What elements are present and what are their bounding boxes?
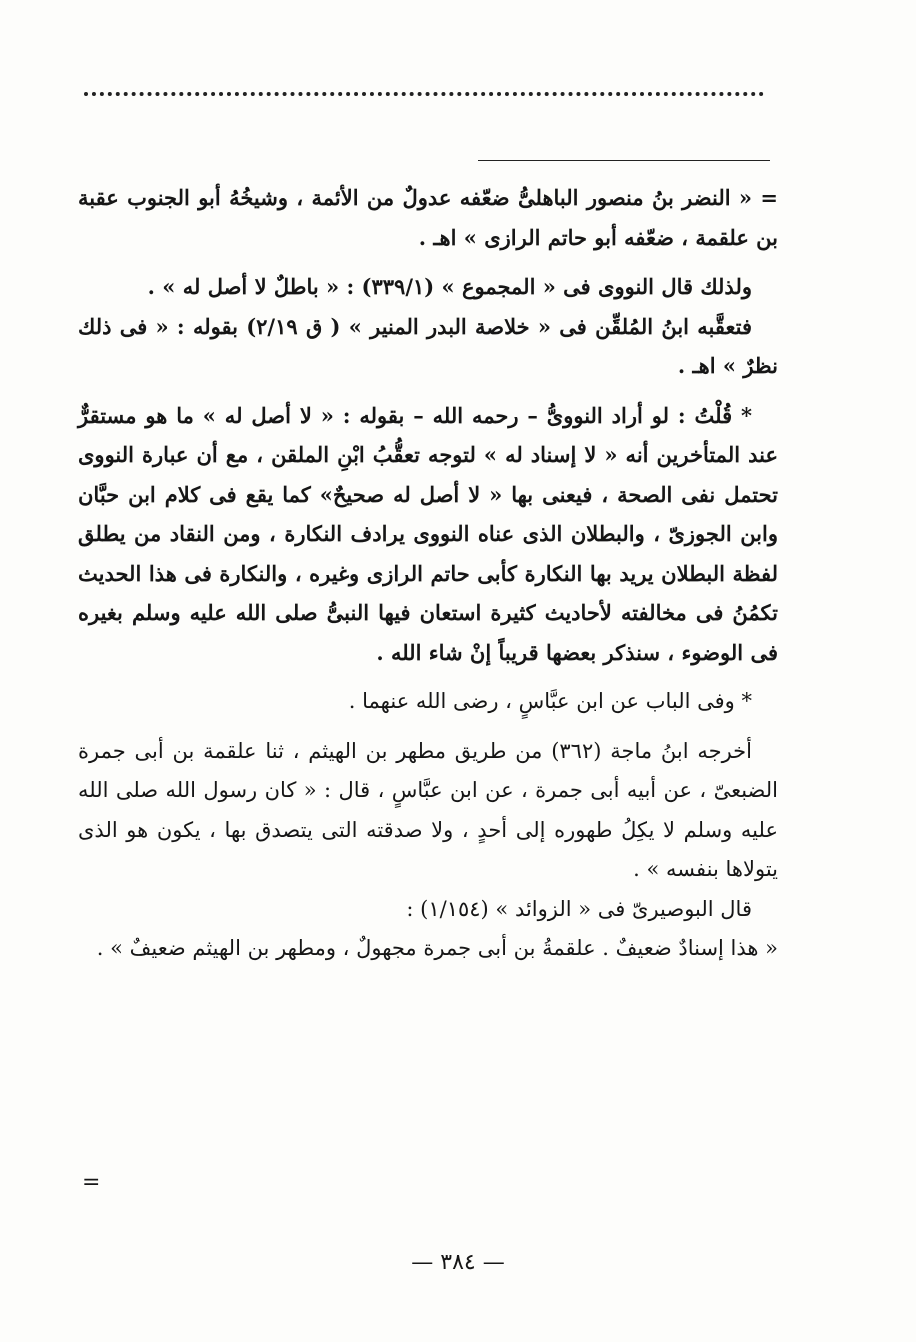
- paragraph-7: قال البوصيرىّ فى « الزوائد » (١/١٥٤) :: [406, 896, 752, 921]
- continuation-mark: =: [82, 1170, 101, 1195]
- paragraph-8: « هذا إسنادٌ ضعيفٌ . علقمةُ بن أبى جمرة مجهولٌ ، ومطهر بن الهيثم ضعيفٌ » .: [96, 936, 778, 960]
- body-text: [78, 178, 778, 969]
- paragraph-4: * قُلْتُ : لو أراد النووىُّ – رحمه الله – بقوله : « لا أصل له » ما هو مستقرٌّ عند المتأخرين أنه « لا إسناد له » لتوجه تعقُّبُ ابْنِ الملقن ، مع أن عبارة النووى تحتمل نفى الصحة ، فيعنى بها « لا أصل له صحيحٌ» كما يقع فى كلام ابن حبَّان وابن الجوزىّ ، والبطلان الذى عناه النووى يرادف النكارة ، ومن النقاد من يطلق لفظة البطلان يريد بها النكارة كأبى حاتم الرازى وغيره ، والنكارة فى هذا الحديث تكمُنُ فى مخالفته لأحاديث كثيرة استعان فيها النبىُّ صلى الله عليه وسلم بغيره فى الوضوء ، سنذكر بعضها قريباً إنْ شاء الله .: [78, 402, 778, 665]
- paragraph-5: * وفى الباب عن ابن عبَّاسٍ ، رضى الله عنهما .: [348, 689, 752, 713]
- dotted-separator: [84, 92, 764, 96]
- paragraph-3: فتعقَّبه ابنُ المُلقِّن فى « خلاصة البدر المنير » ( ق ٢/١٩) بقوله : « فى ذلك نظرٌ » اهـ .: [78, 313, 778, 378]
- paragraph-2: ولذلك قال النووى فى « المجموع » (٣٣٩/١) : « باطلٌ لا أصل له » .: [147, 274, 752, 299]
- paragraph-6: أخرجه ابنُ ماجة (٣٦٢) من طريق مطهر بن الهيثم ، ثنا علقمة بن أبى جمرة الضبعىّ ، عن أبيه أبى جمرة ، عن ابن عبَّاسٍ ، قال : « كان رسول الله صلى الله عليه وسلم لا يكِلُ طهوره إلى أحدٍ ، ولا صدقته التى يتصدق بها ، يكون هو الذى يتولاها بنفسه » .: [78, 738, 778, 881]
- page-number: — ٣٨٤ —: [411, 1250, 505, 1275]
- paragraph-1: = « النضر بنُ منصور الباهلىُّ ضعّفه عدولٌ من الأئمة ، وشيخُهُ أبو الجنوب عقبة بن علقمة ، ضعّفه أبو حاتم الرازى » اهـ .: [78, 185, 778, 250]
- footnote-rule: [478, 160, 770, 161]
